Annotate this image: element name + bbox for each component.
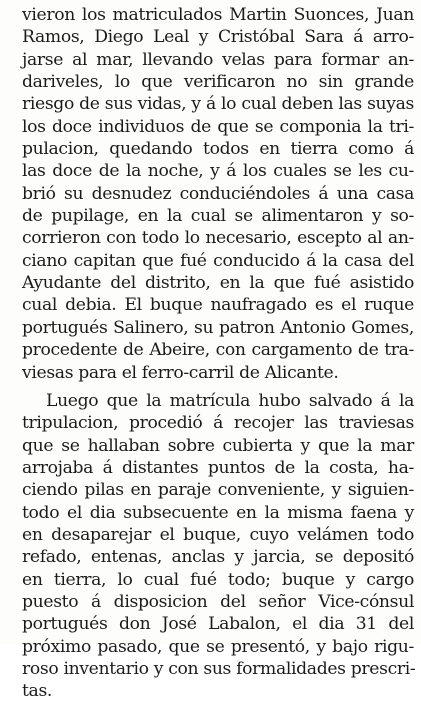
text-line: puesto á disposicion del señor Vice-cónsul [22, 591, 414, 612]
text-line: procedente de Abeire, con cargamento de tra- [22, 340, 414, 361]
text-line: brió su desnudez conduciéndoles á una casa [22, 183, 414, 204]
text-line: vieron los matriculados Martin Suonces, Juan [22, 5, 414, 25]
text-line: viesas para el ferro-carril de Alicante. [22, 362, 339, 383]
text-line: Luego que la matrícula hubo salvado á la [46, 390, 414, 411]
text-line: refado, entenas, anclas y jarcia, se depositó [22, 547, 414, 568]
text-line: tas. [22, 681, 53, 702]
text-line: todo el dia subsecuente en la misma faena y [22, 502, 414, 523]
text-line: cual debia. El buque naufragado es el ruque [22, 295, 414, 316]
text-line: los doce individuos de que se componia la tri- [22, 116, 414, 137]
text-line: corrieron con todo lo necesario, escepto al an- [22, 228, 414, 249]
text-line: pulacion, quedando todos en tierra como á [22, 139, 414, 160]
text-line: de pupilage, en la cual se alimentaron y so- [22, 206, 414, 227]
text-line: próximo pasado, que se presentó, y bajo rigu- [22, 636, 414, 657]
text-line: arrojaba á distantes puntos de la costa, ha- [22, 457, 414, 478]
text-line: riesgo de sus vidas, y á lo cual deben las suyas [22, 94, 414, 115]
text-line: las doce de la noche, y á los cuales se les cu- [22, 161, 414, 182]
text-line: que se hallaban sobre cubierta y que la mar [22, 435, 414, 456]
paragraph-2 [22, 390, 414, 703]
article-text [22, 4, 414, 703]
text-line: en desaparejar el buque, cuyo velámen todo [22, 524, 414, 545]
text-line: Ayudante del distrito, en la que fué asistido [22, 273, 414, 294]
paragraph-1 [22, 4, 414, 384]
text-line: ciendo pilas en paraje conveniente, y siguien- [22, 480, 414, 501]
text-line: roso inventario y con sus formalidades prescri- [22, 658, 416, 679]
text-line: portugués don José Labalon, el dia 31 del [22, 614, 414, 635]
text-line: tripulacion, procedió á recojer las traviesas [22, 413, 414, 434]
text-line: dariveles, lo que verificaron no sin grande [22, 72, 414, 93]
text-line: ciano capitan que fué conducido á la casa del [22, 250, 414, 271]
text-line: portugués Salinero, su patron Antonio Gomes, [22, 317, 414, 338]
text-line: Ramos, Diego Leal y Cristóbal Sara á arro- [22, 27, 414, 48]
text-line: en tierra, lo cual fué todo; buque y cargo [22, 569, 414, 590]
text-line: jarse al mar, llevando velas para formar an- [22, 49, 414, 70]
